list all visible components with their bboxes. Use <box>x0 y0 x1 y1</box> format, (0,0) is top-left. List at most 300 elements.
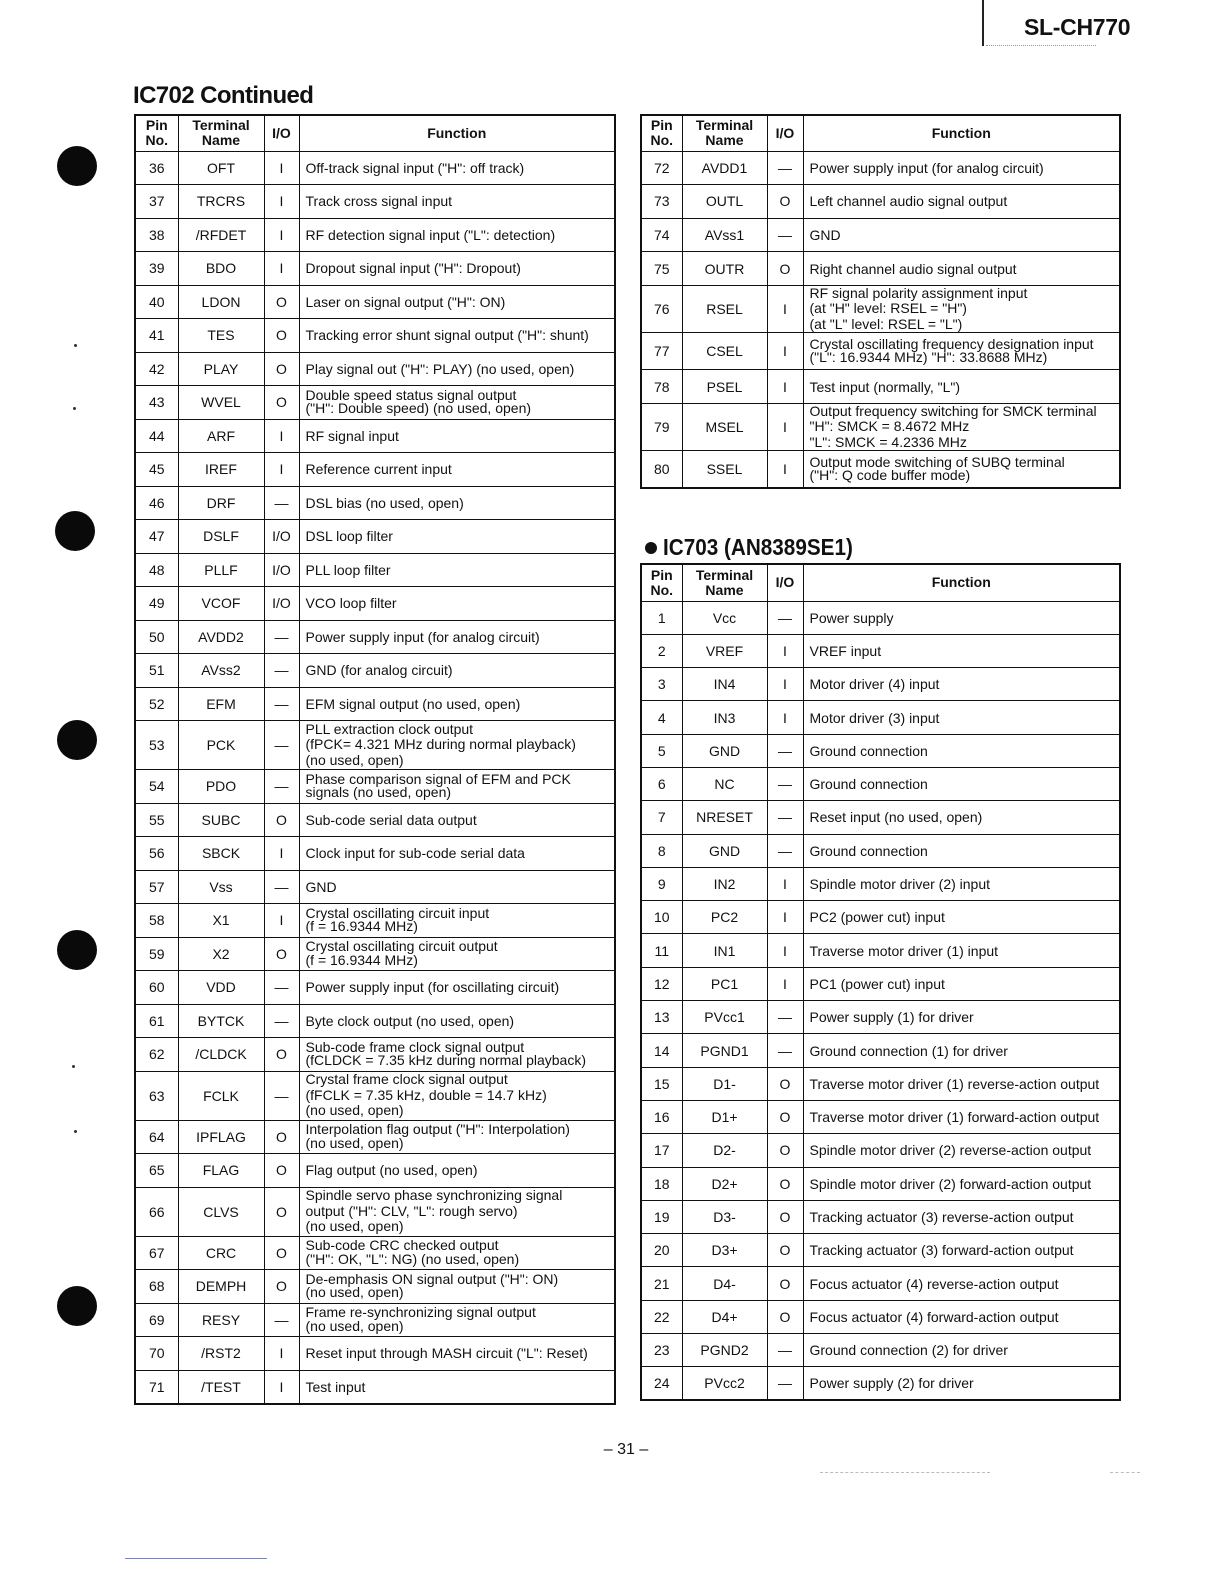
function-line: Power supply <box>809 609 894 626</box>
terminal-name-cell: D2- <box>682 1134 767 1167</box>
terminal-name-cell: CLVS <box>178 1187 264 1236</box>
terminal-name-cell: PC1 <box>682 967 767 1000</box>
function-line: Laser on signal output ("H": ON) <box>305 293 506 310</box>
terminal-name-cell: CRC <box>178 1236 264 1270</box>
io-cell: O <box>264 1270 299 1304</box>
pin-row <box>135 285 615 319</box>
table-body <box>641 601 1120 1400</box>
pin-row <box>641 1001 1120 1034</box>
function-cell <box>299 1236 615 1270</box>
function-cell <box>803 403 1120 451</box>
function-line: Sub-code serial data output <box>305 811 477 828</box>
header-pin-no <box>641 115 682 151</box>
pin-row <box>641 1334 1120 1367</box>
terminal-name-cell: IPFLAG <box>178 1120 264 1154</box>
pin-no-cell: 78 <box>641 370 682 404</box>
function-line: Power supply input (for oscillating circuit) <box>305 979 560 996</box>
function-line: Sub-code CRC checked output <box>305 1237 499 1254</box>
pin-no-cell: 59 <box>135 937 178 971</box>
header-row <box>641 564 1120 601</box>
pin-no-cell: 45 <box>135 453 178 487</box>
terminal-name-cell: PC2 <box>682 901 767 934</box>
ic703-title: IC703 (AN8389SE1) <box>663 534 853 560</box>
function-line: output ("H": CLV, "L": rough servo) <box>305 1202 518 1219</box>
function-line: VCO loop filter <box>305 595 397 612</box>
function-line: De-emphasis ON signal output ("H": ON) <box>305 1270 559 1287</box>
pin-row <box>135 1187 615 1236</box>
pin-no-cell: 60 <box>135 971 178 1005</box>
header-pin-label: Pin <box>650 117 673 134</box>
function-cell <box>803 1100 1120 1133</box>
pin-row <box>641 1100 1120 1133</box>
function-line: Play signal out ("H": PLAY) (no used, open) <box>305 360 575 377</box>
pin-no-cell: 56 <box>135 837 178 871</box>
terminal-name-cell: VDD <box>178 971 264 1005</box>
pin-no-cell: 71 <box>135 1370 178 1404</box>
pin-row <box>135 486 615 520</box>
terminal-name-cell: IN4 <box>682 668 767 701</box>
pin-no-cell: 9 <box>641 867 682 900</box>
function-cell <box>803 801 1120 834</box>
terminal-name-cell: D1- <box>682 1067 767 1100</box>
binding-hole-icon <box>57 930 97 970</box>
io-cell: O <box>767 1300 803 1333</box>
pin-row <box>641 767 1120 800</box>
pin-no-cell: 63 <box>135 1071 178 1120</box>
function-cell <box>803 834 1120 867</box>
terminal-name-cell: D3+ <box>682 1234 767 1267</box>
io-cell: I <box>767 967 803 1000</box>
pin-no-cell: 6 <box>641 767 682 800</box>
pin-no-cell: 17 <box>641 1134 682 1167</box>
terminal-name-cell: D3- <box>682 1200 767 1233</box>
pin-row <box>641 1134 1120 1167</box>
pin-no-cell: 54 <box>135 770 178 804</box>
function-cell <box>803 701 1120 734</box>
function-cell <box>299 151 615 185</box>
io-cell: O <box>264 1187 299 1236</box>
function-cell <box>803 1234 1120 1267</box>
pin-no-cell: 36 <box>135 151 178 185</box>
function-cell <box>299 770 615 804</box>
function-line: (no used, open) <box>305 1134 404 1151</box>
function-line: Tracking actuator (3) forward-action output <box>809 1242 1074 1259</box>
io-cell: — <box>264 870 299 904</box>
function-line: (f = 16.9344 MHz) <box>305 918 418 935</box>
header-terminal-name <box>682 115 767 151</box>
pin-no-cell: 10 <box>641 901 682 934</box>
ic702-pin-table-left <box>134 114 616 1405</box>
binding-hole-icon <box>57 1286 97 1326</box>
terminal-name-cell: X1 <box>178 904 264 938</box>
function-cell <box>299 1187 615 1236</box>
terminal-name-cell: D2+ <box>682 1167 767 1200</box>
terminal-name-cell: /RST2 <box>178 1337 264 1371</box>
function-cell <box>299 654 615 688</box>
io-cell: I <box>264 904 299 938</box>
function-line: (at "H" level: RSEL = "H") <box>809 300 967 317</box>
pin-no-cell: 77 <box>641 333 682 370</box>
pin-no-cell: 24 <box>641 1367 682 1400</box>
pin-no-cell: 48 <box>135 553 178 587</box>
pin-row <box>641 1167 1120 1200</box>
function-cell <box>299 386 615 420</box>
pin-row <box>641 1067 1120 1100</box>
pin-no-cell: 64 <box>135 1120 178 1154</box>
io-cell: I <box>264 185 299 219</box>
function-line: (fPCK= 4.321 MHz during normal playback) <box>305 736 576 753</box>
function-cell <box>299 486 615 520</box>
io-cell: — <box>264 770 299 804</box>
pin-no-cell: 80 <box>641 451 682 488</box>
function-cell <box>803 668 1120 701</box>
io-cell: I <box>767 403 803 451</box>
pin-no-cell: 12 <box>641 967 682 1000</box>
function-line: Power supply input (for analog circuit) <box>809 159 1044 176</box>
table-header <box>135 115 615 151</box>
terminal-name-cell: GND <box>682 734 767 767</box>
function-line: GND (for analog circuit) <box>305 662 453 679</box>
pin-row <box>641 601 1120 634</box>
function-line: Crystal oscillating circuit input <box>305 904 490 921</box>
function-line: Spindle motor driver (2) forward-action output <box>809 1175 1092 1192</box>
speck-mark <box>74 1130 77 1133</box>
function-line: Power supply (2) for driver <box>809 1375 974 1392</box>
function-line: ("H": OK, "L": NG) (no used, open) <box>305 1250 520 1267</box>
pin-row <box>135 1120 615 1154</box>
pin-no-cell: 75 <box>641 252 682 286</box>
pin-row <box>135 937 615 971</box>
pin-row <box>135 654 615 688</box>
function-line: Power supply input (for analog circuit) <box>305 628 540 645</box>
function-line: (no used, open) <box>305 1102 404 1119</box>
pin-no-cell: 14 <box>641 1034 682 1067</box>
pin-no-cell: 79 <box>641 403 682 451</box>
pin-row <box>135 1154 615 1188</box>
pin-row <box>135 587 615 621</box>
pin-no-cell: 21 <box>641 1267 682 1300</box>
header-pin-label: Pin <box>145 117 168 134</box>
scan-mark-line <box>1110 1472 1140 1473</box>
terminal-name-cell: DRF <box>178 486 264 520</box>
io-cell: I <box>264 218 299 252</box>
pin-row <box>641 934 1120 967</box>
io-cell: O <box>767 1200 803 1233</box>
function-cell <box>299 620 615 654</box>
function-line: (no used, open) <box>305 751 404 768</box>
function-cell <box>299 1370 615 1404</box>
pin-no-cell: 40 <box>135 285 178 319</box>
terminal-name-cell: PLAY <box>178 352 264 386</box>
function-line: GND <box>809 226 841 243</box>
pin-no-cell: 15 <box>641 1067 682 1100</box>
terminal-name-cell: /CLDCK <box>178 1038 264 1072</box>
io-cell: O <box>264 352 299 386</box>
scan-mark-line <box>125 1558 267 1559</box>
pin-no-cell: 70 <box>135 1337 178 1371</box>
io-cell: — <box>264 654 299 688</box>
function-line: Track cross signal input <box>305 193 453 210</box>
pin-no-cell: 22 <box>641 1300 682 1333</box>
function-line: signals (no used, open) <box>305 784 452 801</box>
function-cell <box>299 971 615 1005</box>
io-cell: — <box>767 767 803 800</box>
pin-no-cell: 8 <box>641 834 682 867</box>
pin-row <box>641 333 1120 370</box>
terminal-name-cell: GND <box>682 834 767 867</box>
io-cell: O <box>767 1067 803 1100</box>
io-cell: — <box>767 734 803 767</box>
function-line: Phase comparison signal of EFM and PCK <box>305 770 571 787</box>
function-line: Output mode switching of SUBQ terminal <box>809 453 1065 470</box>
terminal-name-cell: X2 <box>178 937 264 971</box>
function-cell <box>803 901 1120 934</box>
io-cell: I <box>767 668 803 701</box>
terminal-name-cell: IREF <box>178 453 264 487</box>
pin-no-cell: 69 <box>135 1303 178 1337</box>
function-line: (at "L" level: RSEL = "L") <box>809 315 963 332</box>
header-pin-no <box>135 115 178 151</box>
header-terminal-label: Terminal <box>695 117 754 134</box>
terminal-name-cell: PGND2 <box>682 1334 767 1367</box>
pin-row <box>135 870 615 904</box>
function-line: DSL loop filter <box>305 528 393 545</box>
header-row <box>641 115 1120 151</box>
terminal-name-cell: MSEL <box>682 403 767 451</box>
function-cell <box>299 803 615 837</box>
pin-no-cell: 76 <box>641 285 682 333</box>
pin-row <box>641 701 1120 734</box>
function-cell <box>299 1154 615 1188</box>
header-pin-label: Pin <box>650 566 673 583</box>
io-cell: O <box>767 185 803 219</box>
io-cell: — <box>767 601 803 634</box>
pin-row <box>135 553 615 587</box>
io-cell: I/O <box>264 553 299 587</box>
pin-no-cell: 1 <box>641 601 682 634</box>
function-cell <box>299 937 615 971</box>
pin-row <box>135 904 615 938</box>
io-cell: I <box>264 252 299 286</box>
pin-row <box>641 218 1120 252</box>
terminal-name-cell: PDO <box>178 770 264 804</box>
function-cell <box>299 218 615 252</box>
function-cell <box>803 151 1120 185</box>
io-cell: — <box>264 486 299 520</box>
function-cell <box>803 934 1120 967</box>
pin-row <box>641 734 1120 767</box>
pin-no-cell: 55 <box>135 803 178 837</box>
io-cell: I <box>767 333 803 370</box>
pin-no-cell: 43 <box>135 386 178 420</box>
io-cell: O <box>264 285 299 319</box>
header-io: I/O <box>264 115 299 151</box>
terminal-name-cell: AVss2 <box>178 654 264 688</box>
io-cell: O <box>767 1267 803 1300</box>
header-io: I/O <box>767 115 803 151</box>
function-line: PLL loop filter <box>305 561 391 578</box>
io-cell: — <box>767 1367 803 1400</box>
pin-row <box>641 252 1120 286</box>
function-line: VREF input <box>809 642 882 659</box>
function-line: (no used, open) <box>305 1218 404 1235</box>
pin-no-cell: 52 <box>135 687 178 721</box>
terminal-name-cell: SUBC <box>178 803 264 837</box>
io-cell: O <box>264 803 299 837</box>
function-line: Focus actuator (4) reverse-action output <box>809 1275 1059 1292</box>
pin-row <box>135 218 615 252</box>
function-line: Spindle servo phase synchronizing signal <box>305 1187 563 1204</box>
function-line: RF signal polarity assignment input <box>809 285 1028 301</box>
speck-mark <box>74 344 77 347</box>
function-cell <box>803 1167 1120 1200</box>
terminal-name-cell: EFM <box>178 687 264 721</box>
header-underline <box>986 45 1096 46</box>
function-line: Frame re-synchronizing signal output <box>305 1304 536 1321</box>
pin-row <box>135 1337 615 1371</box>
function-cell <box>299 520 615 554</box>
function-line: Reset input through MASH circuit ("L": Reset) <box>305 1345 588 1362</box>
terminal-name-cell: PVcc2 <box>682 1367 767 1400</box>
function-line: ("H": Q code buffer mode) <box>809 467 971 484</box>
pin-no-cell: 57 <box>135 870 178 904</box>
function-cell <box>803 333 1120 370</box>
header-function: Function <box>803 115 1120 151</box>
function-line: Spindle motor driver (2) reverse-action output <box>809 1142 1092 1159</box>
function-line: Focus actuator (4) forward-action output <box>809 1308 1059 1325</box>
pin-row <box>641 1200 1120 1233</box>
function-line: Test input <box>305 1378 366 1395</box>
terminal-name-cell: FCLK <box>178 1071 264 1120</box>
header-no-label: No. <box>650 132 674 149</box>
function-cell <box>803 767 1120 800</box>
function-line: Left channel audio signal output <box>809 193 1008 210</box>
pin-no-cell: 11 <box>641 934 682 967</box>
function-cell <box>299 285 615 319</box>
pin-no-cell: 16 <box>641 1100 682 1133</box>
function-line: Motor driver (4) input <box>809 676 940 693</box>
function-cell <box>803 1200 1120 1233</box>
pin-row <box>135 770 615 804</box>
pin-row <box>641 1267 1120 1300</box>
function-line: Test input (normally, "L") <box>809 378 961 395</box>
io-cell: I <box>767 901 803 934</box>
pin-row <box>641 285 1120 333</box>
terminal-name-cell: NRESET <box>682 801 767 834</box>
terminal-name-cell: IN1 <box>682 934 767 967</box>
function-line: (no used, open) <box>305 1284 404 1301</box>
pin-no-cell: 44 <box>135 419 178 453</box>
function-line: Spindle motor driver (2) input <box>809 876 991 893</box>
io-cell: — <box>767 1334 803 1367</box>
io-cell: I <box>767 701 803 734</box>
ic703-pin-table <box>640 563 1121 1401</box>
function-line: EFM signal output (no used, open) <box>305 695 521 712</box>
function-cell <box>299 352 615 386</box>
pin-no-cell: 13 <box>641 1001 682 1034</box>
function-line: Flag output (no used, open) <box>305 1162 478 1179</box>
header-terminal-name <box>682 564 767 601</box>
function-cell <box>803 451 1120 488</box>
function-line: PLL extraction clock output <box>305 720 474 737</box>
function-line: Clock input for sub-code serial data <box>305 845 525 862</box>
pin-no-cell: 39 <box>135 252 178 286</box>
ic702-continued-title: IC702 Continued <box>133 82 314 109</box>
function-cell <box>299 1004 615 1038</box>
page-number: – 31 – <box>603 1441 649 1458</box>
io-cell: O <box>264 1154 299 1188</box>
pin-no-cell: 72 <box>641 151 682 185</box>
pin-no-cell: 41 <box>135 319 178 353</box>
function-cell <box>803 734 1120 767</box>
function-line: Traverse motor driver (1) input <box>809 942 999 959</box>
io-cell: I <box>264 1337 299 1371</box>
function-line: Crystal oscillating circuit output <box>305 938 498 955</box>
pin-row <box>641 867 1120 900</box>
pin-row <box>135 386 615 420</box>
function-line: Dropout signal input ("H": Dropout) <box>305 260 521 277</box>
pin-no-cell: 7 <box>641 801 682 834</box>
header-row <box>135 115 615 151</box>
terminal-name-cell: D4- <box>682 1267 767 1300</box>
io-cell: I <box>264 837 299 871</box>
binding-hole-icon <box>57 720 97 760</box>
function-cell <box>299 1337 615 1371</box>
io-cell: O <box>264 1038 299 1072</box>
pin-row <box>135 252 615 286</box>
function-line: (no used, open) <box>305 1317 404 1334</box>
pin-row <box>135 1370 615 1404</box>
io-cell: O <box>264 937 299 971</box>
function-line: "L": SMCK = 4.2336 MHz <box>809 433 967 450</box>
function-cell <box>803 1367 1120 1400</box>
function-cell <box>803 370 1120 404</box>
io-cell: — <box>264 971 299 1005</box>
pin-no-cell: 50 <box>135 620 178 654</box>
pin-row <box>135 803 615 837</box>
pin-no-cell: 61 <box>135 1004 178 1038</box>
function-line: "H": SMCK = 8.4672 MHz <box>809 418 970 435</box>
function-cell <box>299 721 615 770</box>
pin-no-cell: 46 <box>135 486 178 520</box>
io-cell: I <box>264 453 299 487</box>
pin-row <box>135 1270 615 1304</box>
io-cell: O <box>767 1100 803 1133</box>
terminal-name-cell: PVcc1 <box>682 1001 767 1034</box>
table-body <box>135 151 615 1404</box>
function-line: GND <box>305 878 337 895</box>
function-cell <box>803 185 1120 219</box>
io-cell: I <box>767 451 803 488</box>
pin-row <box>135 185 615 219</box>
function-cell <box>299 553 615 587</box>
terminal-name-cell: SBCK <box>178 837 264 871</box>
io-cell: O <box>264 319 299 353</box>
io-cell: I <box>767 285 803 333</box>
function-cell <box>803 1134 1120 1167</box>
pin-row <box>135 837 615 871</box>
io-cell: — <box>767 801 803 834</box>
terminal-name-cell: OUTL <box>682 185 767 219</box>
terminal-name-cell: Vcc <box>682 601 767 634</box>
header-name-label: Name <box>201 132 241 149</box>
function-cell <box>803 1267 1120 1300</box>
function-line: ("H": Double speed) (no used, open) <box>305 400 532 417</box>
pin-no-cell: 68 <box>135 1270 178 1304</box>
function-line: Ground connection (2) for driver <box>809 1342 1008 1359</box>
terminal-name-cell: IN3 <box>682 701 767 734</box>
pin-row <box>135 1236 615 1270</box>
